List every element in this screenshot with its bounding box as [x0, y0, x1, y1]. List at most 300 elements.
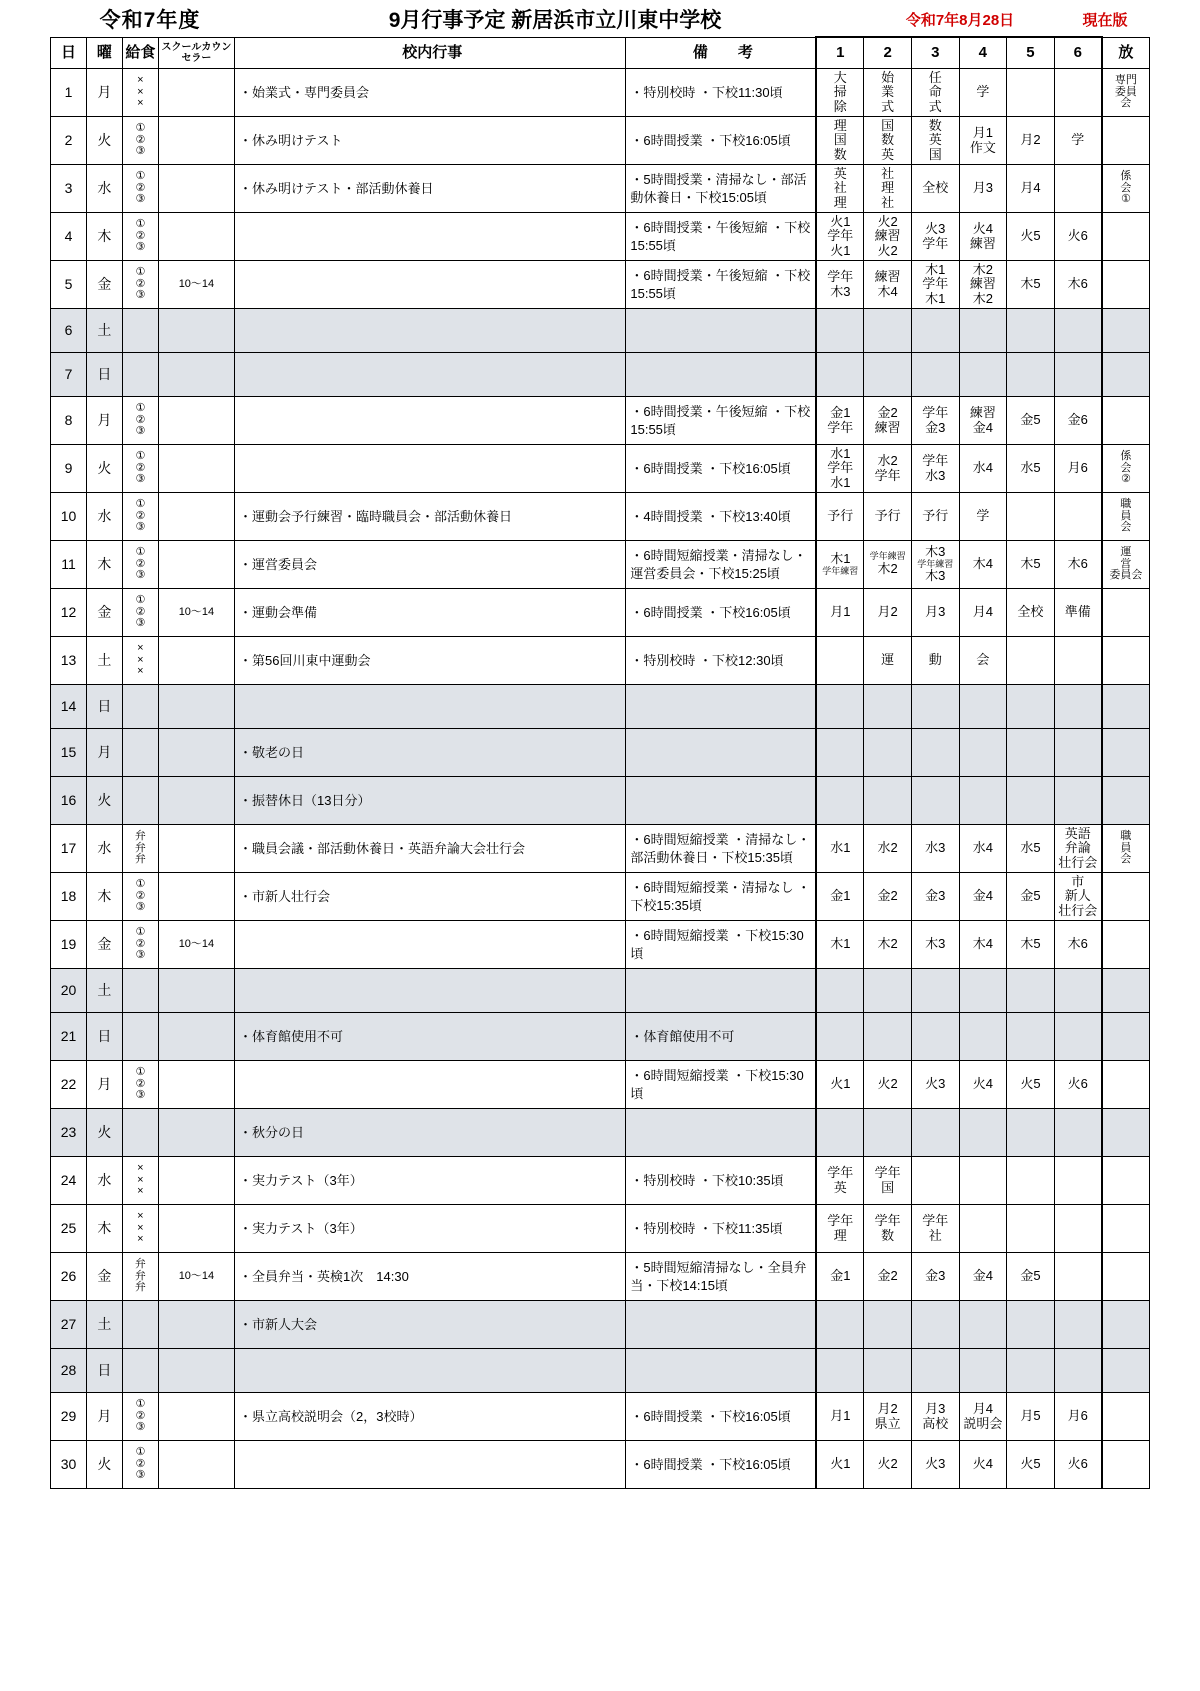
row-period-4	[959, 1157, 1007, 1205]
row-day: 30	[51, 1441, 87, 1489]
row-events	[235, 969, 626, 1013]
row-events: ・第56回川東中運動会	[235, 637, 626, 685]
row-remarks: ・6時間短縮授業・清掃なし・運営委員会・下校15:25頃	[626, 541, 816, 589]
row-events: ・秋分の日	[235, 1109, 626, 1157]
row-day: 14	[51, 685, 87, 729]
row-period-6: 木6	[1054, 541, 1102, 589]
row-period-5: 金5	[1007, 397, 1055, 445]
row-period-5: 全校	[1007, 589, 1055, 637]
row-after-school: 職 員 会	[1102, 493, 1150, 541]
row-lunch: × × ×	[122, 637, 158, 685]
row-period-4: 火4 練習	[959, 213, 1007, 261]
row-remarks: ・6時間授業 ・下校16:05頃	[626, 1393, 816, 1441]
row-period-1: 大 掃 除	[816, 69, 864, 117]
row-weekday: 火	[86, 117, 122, 165]
row-day: 16	[51, 777, 87, 825]
row-day: 2	[51, 117, 87, 165]
row-remarks: ・体育館使用不可	[626, 1013, 816, 1061]
row-period-6	[1054, 165, 1102, 213]
row-lunch: ① ② ③	[122, 1061, 158, 1109]
row-lunch	[122, 309, 158, 353]
row-period-4	[959, 1109, 1007, 1157]
row-lunch	[122, 685, 158, 729]
row-weekday: 日	[86, 685, 122, 729]
row-remarks	[626, 353, 816, 397]
row-period-1: 火1 学年 火1	[816, 213, 864, 261]
row-period-4	[959, 729, 1007, 777]
row-period-5: 水5	[1007, 825, 1055, 873]
row-period-1: 水1	[816, 825, 864, 873]
row-counselor	[158, 541, 234, 589]
row-period-2: 月2	[864, 589, 912, 637]
row-events: ・実力テスト（3年）	[235, 1157, 626, 1205]
row-period-2: 火2	[864, 1441, 912, 1489]
row-period-1	[816, 353, 864, 397]
table-row	[51, 261, 1150, 309]
row-after-school	[1102, 117, 1150, 165]
table-row	[51, 493, 1150, 541]
row-period-3	[911, 1157, 959, 1205]
row-lunch: ① ② ③	[122, 261, 158, 309]
row-remarks: ・特別校時 ・下校10:35頃	[626, 1157, 816, 1205]
row-lunch	[122, 1349, 158, 1393]
row-weekday: 土	[86, 637, 122, 685]
row-after-school	[1102, 873, 1150, 921]
row-counselor	[158, 1061, 234, 1109]
row-day: 12	[51, 589, 87, 637]
row-weekday: 月	[86, 1393, 122, 1441]
row-period-6: 木6	[1054, 261, 1102, 309]
row-period-5	[1007, 777, 1055, 825]
row-counselor	[158, 1301, 234, 1349]
table-row	[51, 1253, 1150, 1301]
row-counselor	[158, 353, 234, 397]
row-lunch: ① ② ③	[122, 445, 158, 493]
row-counselor: 10〜14	[158, 1253, 234, 1301]
row-period-4: 会	[959, 637, 1007, 685]
row-period-3: 木3	[911, 921, 959, 969]
row-period-1: 火1	[816, 1441, 864, 1489]
row-period-3	[911, 685, 959, 729]
row-after-school	[1102, 777, 1150, 825]
row-events: ・県立高校説明会（2，3校時）	[235, 1393, 626, 1441]
row-period-5	[1007, 1013, 1055, 1061]
row-lunch	[122, 969, 158, 1013]
row-events: ・始業式・専門委員会	[235, 69, 626, 117]
col-day: 日	[51, 37, 87, 69]
row-counselor: 10〜14	[158, 921, 234, 969]
row-period-2	[864, 969, 912, 1013]
row-period-1	[816, 1301, 864, 1349]
row-counselor	[158, 445, 234, 493]
row-period-1: 水1 学年 水1	[816, 445, 864, 493]
row-period-4: 木4	[959, 541, 1007, 589]
row-weekday: 火	[86, 1441, 122, 1489]
page-title: 9月行事予定 新居浜市立川東中学校	[388, 9, 722, 32]
row-period-5: 金5	[1007, 873, 1055, 921]
row-period-4	[959, 1301, 1007, 1349]
row-remarks: ・5時間短縮清掃なし・全員弁当・下校14:15頃	[626, 1253, 816, 1301]
table-row	[51, 1301, 1150, 1349]
row-day: 11	[51, 541, 87, 589]
col-counselor: スクールカウンセラー	[158, 37, 234, 69]
row-after-school	[1102, 1349, 1150, 1393]
table-row	[51, 1441, 1150, 1489]
row-period-6	[1054, 1301, 1102, 1349]
row-lunch	[122, 1013, 158, 1061]
table-row	[51, 777, 1150, 825]
row-period-2: 始 業 式	[864, 69, 912, 117]
row-weekday: 金	[86, 1253, 122, 1301]
row-period-6	[1054, 685, 1102, 729]
row-period-5: 月5	[1007, 1393, 1055, 1441]
row-counselor	[158, 1349, 234, 1393]
row-period-3: 学年 社	[911, 1205, 959, 1253]
row-lunch: × × ×	[122, 1205, 158, 1253]
row-counselor	[158, 1205, 234, 1253]
row-period-1: 学年 理	[816, 1205, 864, 1253]
row-period-3: 水3	[911, 825, 959, 873]
col-period-5: 5	[1007, 37, 1055, 69]
row-remarks	[626, 1301, 816, 1349]
table-row	[51, 445, 1150, 493]
row-lunch: 弁 弁 弁	[122, 825, 158, 873]
row-day: 18	[51, 873, 87, 921]
row-day: 23	[51, 1109, 87, 1157]
row-period-2: 学年 数	[864, 1205, 912, 1253]
row-period-4: 練習 金4	[959, 397, 1007, 445]
row-after-school: 運 営 委員会	[1102, 541, 1150, 589]
row-period-6	[1054, 353, 1102, 397]
row-period-4: 火4	[959, 1061, 1007, 1109]
row-period-2	[864, 309, 912, 353]
table-row	[51, 309, 1150, 353]
row-after-school	[1102, 637, 1150, 685]
row-period-3: 火3	[911, 1061, 959, 1109]
table-header-row	[51, 37, 1150, 69]
row-events	[235, 445, 626, 493]
table-row	[51, 873, 1150, 921]
row-period-1: 金1	[816, 1253, 864, 1301]
row-weekday: 火	[86, 445, 122, 493]
row-period-2	[864, 1013, 912, 1061]
row-period-1	[816, 1109, 864, 1157]
row-period-2	[864, 353, 912, 397]
row-weekday: 日	[86, 353, 122, 397]
row-lunch: ① ② ③	[122, 541, 158, 589]
col-period-3: 3	[911, 37, 959, 69]
row-period-6: 月6	[1054, 445, 1102, 493]
row-weekday: 木	[86, 541, 122, 589]
row-period-6: 火6	[1054, 1061, 1102, 1109]
row-period-2: 水2	[864, 825, 912, 873]
row-counselor	[158, 1393, 234, 1441]
row-period-3: 全校	[911, 165, 959, 213]
row-remarks: ・6時間授業 ・下校16:05頃	[626, 445, 816, 493]
row-period-6: 英語 弁論 壮行会	[1054, 825, 1102, 873]
row-lunch: × × ×	[122, 1157, 158, 1205]
row-weekday: 月	[86, 1061, 122, 1109]
row-period-2	[864, 777, 912, 825]
row-after-school	[1102, 1393, 1150, 1441]
row-lunch: ① ② ③	[122, 921, 158, 969]
row-remarks: ・6時間授業・午後短縮 ・下校15:55頃	[626, 213, 816, 261]
row-weekday: 月	[86, 729, 122, 777]
row-period-5: 木5	[1007, 541, 1055, 589]
row-after-school: 専門 委員 会	[1102, 69, 1150, 117]
row-after-school	[1102, 261, 1150, 309]
row-period-2: 学年 国	[864, 1157, 912, 1205]
row-period-6	[1054, 777, 1102, 825]
row-day: 7	[51, 353, 87, 397]
row-after-school	[1102, 1205, 1150, 1253]
row-counselor	[158, 165, 234, 213]
row-period-5	[1007, 969, 1055, 1013]
col-period-1: 1	[816, 37, 864, 69]
row-counselor	[158, 873, 234, 921]
row-period-6	[1054, 69, 1102, 117]
table-row	[51, 165, 1150, 213]
row-remarks	[626, 309, 816, 353]
row-weekday: 土	[86, 1301, 122, 1349]
row-events	[235, 309, 626, 353]
row-period-4: 金4	[959, 1253, 1007, 1301]
row-lunch: ① ② ③	[122, 873, 158, 921]
row-period-6	[1054, 729, 1102, 777]
row-lunch	[122, 353, 158, 397]
row-period-6	[1054, 1349, 1102, 1393]
row-weekday: 水	[86, 165, 122, 213]
row-period-5	[1007, 69, 1055, 117]
table-row	[51, 69, 1150, 117]
row-period-1	[816, 729, 864, 777]
row-events	[235, 261, 626, 309]
row-period-4: 木2 練習 木2	[959, 261, 1007, 309]
row-period-2: 金2	[864, 1253, 912, 1301]
row-weekday: 金	[86, 261, 122, 309]
row-after-school	[1102, 1109, 1150, 1157]
table-row	[51, 117, 1150, 165]
col-remarks: 備 考	[626, 37, 816, 69]
row-period-5	[1007, 637, 1055, 685]
row-lunch: ① ② ③	[122, 213, 158, 261]
row-events: ・敬老の日	[235, 729, 626, 777]
school-year: 令和7年度	[99, 9, 201, 32]
row-period-1	[816, 685, 864, 729]
row-events	[235, 685, 626, 729]
row-period-6: 市 新人 壮行会	[1054, 873, 1102, 921]
row-weekday: 月	[86, 397, 122, 445]
row-day: 29	[51, 1393, 87, 1441]
row-period-6	[1054, 1253, 1102, 1301]
row-lunch	[122, 1301, 158, 1349]
row-day: 8	[51, 397, 87, 445]
row-counselor	[158, 777, 234, 825]
row-remarks	[626, 777, 816, 825]
row-period-5	[1007, 1301, 1055, 1349]
row-counselor	[158, 1013, 234, 1061]
row-period-3: 月3 高校	[911, 1393, 959, 1441]
row-period-2: 予行	[864, 493, 912, 541]
row-remarks	[626, 1349, 816, 1393]
row-counselor: 10〜14	[158, 589, 234, 637]
row-day: 6	[51, 309, 87, 353]
row-remarks: ・6時間授業 ・下校16:05頃	[626, 1441, 816, 1489]
row-lunch: ① ② ③	[122, 165, 158, 213]
row-counselor	[158, 825, 234, 873]
row-period-6	[1054, 637, 1102, 685]
row-events	[235, 1349, 626, 1393]
row-weekday: 水	[86, 1157, 122, 1205]
row-weekday: 火	[86, 777, 122, 825]
row-weekday: 水	[86, 825, 122, 873]
row-period-6: 金6	[1054, 397, 1102, 445]
row-after-school	[1102, 309, 1150, 353]
table-row	[51, 969, 1150, 1013]
sheet-header	[50, 4, 1150, 34]
row-period-6	[1054, 969, 1102, 1013]
row-period-4: 学	[959, 69, 1007, 117]
row-period-6	[1054, 309, 1102, 353]
row-lunch: ① ② ③	[122, 397, 158, 445]
table-row	[51, 1109, 1150, 1157]
row-day: 3	[51, 165, 87, 213]
table-row	[51, 213, 1150, 261]
row-events	[235, 1441, 626, 1489]
row-period-1: 学年 木3	[816, 261, 864, 309]
row-period-1: 木1	[816, 921, 864, 969]
row-period-5: 金5	[1007, 1253, 1055, 1301]
table-row	[51, 1013, 1150, 1061]
row-remarks	[626, 1109, 816, 1157]
row-period-3	[911, 777, 959, 825]
row-period-5	[1007, 353, 1055, 397]
row-period-4: 月4 説明会	[959, 1393, 1007, 1441]
row-period-3	[911, 1349, 959, 1393]
row-after-school	[1102, 1441, 1150, 1489]
row-remarks	[626, 729, 816, 777]
row-period-4	[959, 353, 1007, 397]
table-row	[51, 1061, 1150, 1109]
row-lunch: × × ×	[122, 69, 158, 117]
row-period-2: 月2 県立	[864, 1393, 912, 1441]
row-weekday: 日	[86, 1349, 122, 1393]
row-events: ・運動会準備	[235, 589, 626, 637]
row-period-4: 木4	[959, 921, 1007, 969]
row-period-3	[911, 729, 959, 777]
row-events	[235, 397, 626, 445]
table-row	[51, 589, 1150, 637]
row-period-5	[1007, 493, 1055, 541]
row-period-4	[959, 1205, 1007, 1253]
row-day: 21	[51, 1013, 87, 1061]
row-day: 22	[51, 1061, 87, 1109]
row-events: ・体育館使用不可	[235, 1013, 626, 1061]
row-day: 4	[51, 213, 87, 261]
row-period-4: 月1 作文	[959, 117, 1007, 165]
row-period-1: 金1	[816, 873, 864, 921]
row-after-school	[1102, 1157, 1150, 1205]
row-day: 19	[51, 921, 87, 969]
row-day: 24	[51, 1157, 87, 1205]
row-events: ・実力テスト（3年）	[235, 1205, 626, 1253]
row-period-2: 学年練習 木2	[864, 541, 912, 589]
row-period-2: 金2 練習	[864, 397, 912, 445]
row-period-1	[816, 1349, 864, 1393]
row-day: 26	[51, 1253, 87, 1301]
row-period-5	[1007, 1157, 1055, 1205]
row-events: ・職員会議・部活動休養日・英語弁論大会壮行会	[235, 825, 626, 873]
row-period-3: 数 英 国	[911, 117, 959, 165]
row-lunch	[122, 729, 158, 777]
row-period-6	[1054, 1205, 1102, 1253]
row-day: 9	[51, 445, 87, 493]
row-remarks	[626, 685, 816, 729]
row-events: ・市新人壮行会	[235, 873, 626, 921]
row-events	[235, 213, 626, 261]
row-period-1: 金1 学年	[816, 397, 864, 445]
row-period-4	[959, 777, 1007, 825]
row-period-3	[911, 1301, 959, 1349]
row-period-6: 準備	[1054, 589, 1102, 637]
row-period-2: 水2 学年	[864, 445, 912, 493]
row-period-6	[1054, 1109, 1102, 1157]
row-day: 27	[51, 1301, 87, 1349]
row-period-1: 理 国 数	[816, 117, 864, 165]
row-period-1	[816, 1013, 864, 1061]
row-period-4: 金4	[959, 873, 1007, 921]
row-counselor	[158, 493, 234, 541]
table-row	[51, 685, 1150, 729]
row-period-1: 木1 学年練習	[816, 541, 864, 589]
row-events: ・運営委員会	[235, 541, 626, 589]
row-period-1	[816, 777, 864, 825]
row-events: ・市新人大会	[235, 1301, 626, 1349]
table-row	[51, 921, 1150, 969]
row-period-3	[911, 353, 959, 397]
row-period-4: 水4	[959, 445, 1007, 493]
row-weekday: 木	[86, 873, 122, 921]
row-weekday: 金	[86, 589, 122, 637]
row-period-2	[864, 1301, 912, 1349]
table-row	[51, 353, 1150, 397]
row-events	[235, 353, 626, 397]
row-period-3: 金3	[911, 873, 959, 921]
row-period-3: 木1 学年 木1	[911, 261, 959, 309]
table-row	[51, 1157, 1150, 1205]
col-weekday: 曜	[86, 37, 122, 69]
row-period-1: 予行	[816, 493, 864, 541]
row-period-4	[959, 1349, 1007, 1393]
col-period-2: 2	[864, 37, 912, 69]
row-after-school	[1102, 969, 1150, 1013]
row-period-2: 木2	[864, 921, 912, 969]
row-events	[235, 921, 626, 969]
row-remarks: ・5時間授業・清掃なし・部活動休養日・下校15:05頃	[626, 165, 816, 213]
col-lunch: 給食	[122, 37, 158, 69]
row-remarks	[626, 969, 816, 1013]
version-badge: 現在版	[1082, 11, 1128, 29]
row-weekday: 金	[86, 921, 122, 969]
table-row	[51, 1205, 1150, 1253]
row-weekday: 水	[86, 493, 122, 541]
row-counselor	[158, 637, 234, 685]
row-period-5: 木5	[1007, 921, 1055, 969]
row-weekday: 木	[86, 1205, 122, 1253]
row-weekday: 火	[86, 1109, 122, 1157]
issue-date: 令和7年8月28日	[905, 11, 1015, 29]
row-period-2: 金2	[864, 873, 912, 921]
